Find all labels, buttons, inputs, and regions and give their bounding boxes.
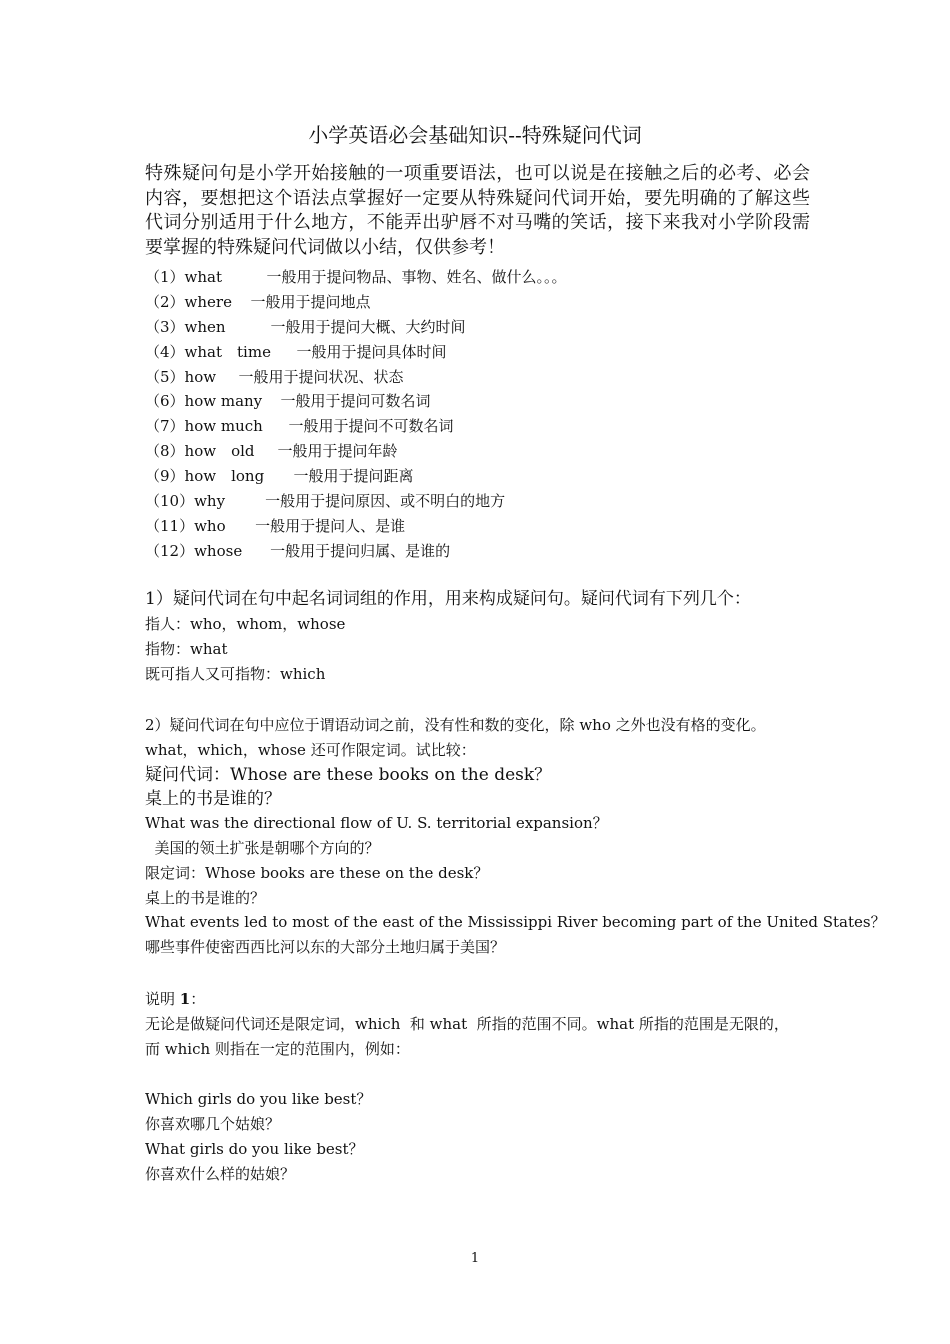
section-1 — [145, 587, 815, 687]
list-item — [145, 315, 567, 340]
note-heading — [145, 987, 815, 1012]
example-translation: 桌上的书是谁的？ — [145, 788, 281, 809]
list-item-description: 一般用于提问不可数名词 — [288, 417, 454, 436]
list-item — [145, 514, 567, 539]
note-line-1: 无论是做疑问代词还是限定词，which 和 what 所指的范围不同。what 所指的范围是无限的， — [145, 1014, 789, 1033]
list-item-word: what time — [184, 342, 271, 361]
note-label: 说明 — [145, 990, 180, 1008]
text-line: 指物：what — [145, 639, 228, 658]
list-item — [145, 389, 567, 414]
text-line: What was the directional flow of U. S. territorial expansion？ — [145, 813, 608, 832]
list-item-number: （8） — [145, 442, 185, 461]
example-line: What girls do you like best？ — [145, 1139, 364, 1158]
list-item-word: what — [184, 268, 223, 286]
list-item-word: why — [194, 492, 226, 511]
section-2-line-1: 2）疑问代词在句中应位于谓语动词之前，没有性和数的变化，除 who 之外也没有格的变化。 — [145, 716, 766, 734]
list-item-description: 一般用于提问可数名词 — [280, 392, 431, 411]
list-item-number: （3） — [145, 317, 185, 336]
list-item-word: how — [184, 367, 217, 386]
list-item-number: （12） — [145, 541, 195, 560]
list-item-number: （4） — [145, 342, 185, 361]
intro-paragraph: 特殊疑问句是小学开始接触的一项重要语法，也可以说是在接触之后的必考、必会内容，要想把这个语法点掌握好一定要从特殊疑问代词开始，要先明确的了解这些代词分别适用于什么地方，不能弄出驴唇不对马嘴的笑话，接下来我对小学阶段需要掌握的特殊疑问代词做以小结，仅供参考！ — [145, 163, 810, 258]
example-line: 你喜欢什么样的姑娘？ — [145, 1164, 296, 1183]
list-item-number: （7） — [145, 417, 185, 436]
text-line: What events led to most of the east of the Mississippi River becoming part of the United States？ — [145, 913, 886, 932]
list-item-description: 一般用于提问物品、事物、姓名、做什么。。。 — [266, 268, 567, 286]
list-item-number: （1） — [145, 268, 185, 286]
list-item-number: （9） — [145, 467, 185, 486]
list-item-word: how old — [184, 442, 255, 461]
text-line: 美国的领土扩张是朝哪个方向的？ — [145, 838, 380, 857]
list-item — [145, 290, 567, 315]
list-item — [145, 439, 567, 464]
note-colon: ： — [190, 990, 206, 1008]
list-item — [145, 265, 567, 290]
list-item-description: 一般用于提问年龄 — [277, 442, 398, 461]
list-item-word: how long — [184, 467, 265, 486]
example-question: 疑问代词：Whose are these books on the desk？ — [145, 764, 552, 785]
list-item-word: where — [184, 292, 232, 311]
note-line-2: 而 which 则指在一定的范围内，例如： — [145, 1039, 410, 1058]
text-line: 桌上的书是谁的？ — [145, 888, 266, 907]
text-line: 既可指人又可指物：which — [145, 664, 326, 683]
note-section — [145, 987, 815, 1062]
list-item — [145, 464, 567, 489]
page-title: 小学英语必会基础知识--特殊疑问代词 — [308, 123, 642, 147]
list-item-description: 一般用于提问人、是谁 — [255, 516, 406, 535]
list-item-description: 一般用于提问大概、大约时间 — [270, 317, 466, 336]
page-number: 1 — [470, 1251, 480, 1266]
examples-section — [145, 1087, 815, 1187]
section-1-heading: 1）疑问代词在句中起名词词组的作用，用来构成疑问句。疑问代词有下列几个： — [145, 589, 751, 609]
list-item-description: 一般用于提问距离 — [293, 467, 414, 486]
list-item — [145, 365, 567, 390]
text-line: 限定词：Whose books are these on the desk？ — [145, 863, 489, 882]
list-item-description: 一般用于提问地点 — [250, 292, 371, 311]
list-item — [145, 539, 567, 564]
list-item-number: （10） — [145, 492, 195, 511]
list-item-number: （5） — [145, 367, 185, 386]
list-item-description: 一般用于提问归属、是谁的 — [270, 541, 451, 560]
section-2-line-2: what，which，whose 还可作限定词。试比较： — [145, 740, 476, 759]
example-line: 你喜欢哪几个姑娘？ — [145, 1114, 281, 1133]
list-item-word: who — [194, 516, 226, 535]
list-item-word: whose — [194, 541, 243, 560]
list-item — [145, 340, 567, 365]
list-item — [145, 489, 567, 514]
note-number: 1 — [179, 990, 191, 1008]
section-2 — [145, 713, 886, 960]
list-item-number: （6） — [145, 392, 185, 411]
list-item-word: when — [184, 317, 226, 336]
example-line: Which girls do you like best？ — [145, 1090, 372, 1108]
list-item-number: （2） — [145, 292, 185, 311]
list-item-description: 一般用于提问具体时间 — [296, 342, 447, 361]
list-item-word: how many — [184, 392, 263, 411]
text-line: 指人：who，whom，whose — [145, 615, 346, 633]
text-line: 哪些事件使密西西比河以东的大部分土地归属于美国？ — [145, 938, 506, 957]
pronoun-list — [145, 265, 567, 564]
list-item-word: how much — [184, 417, 263, 436]
list-item-description: 一般用于提问原因、或不明白的地方 — [265, 492, 506, 511]
list-item — [145, 414, 567, 439]
list-item-description: 一般用于提问状况、状态 — [238, 367, 404, 386]
list-item-number: （11） — [145, 516, 195, 535]
